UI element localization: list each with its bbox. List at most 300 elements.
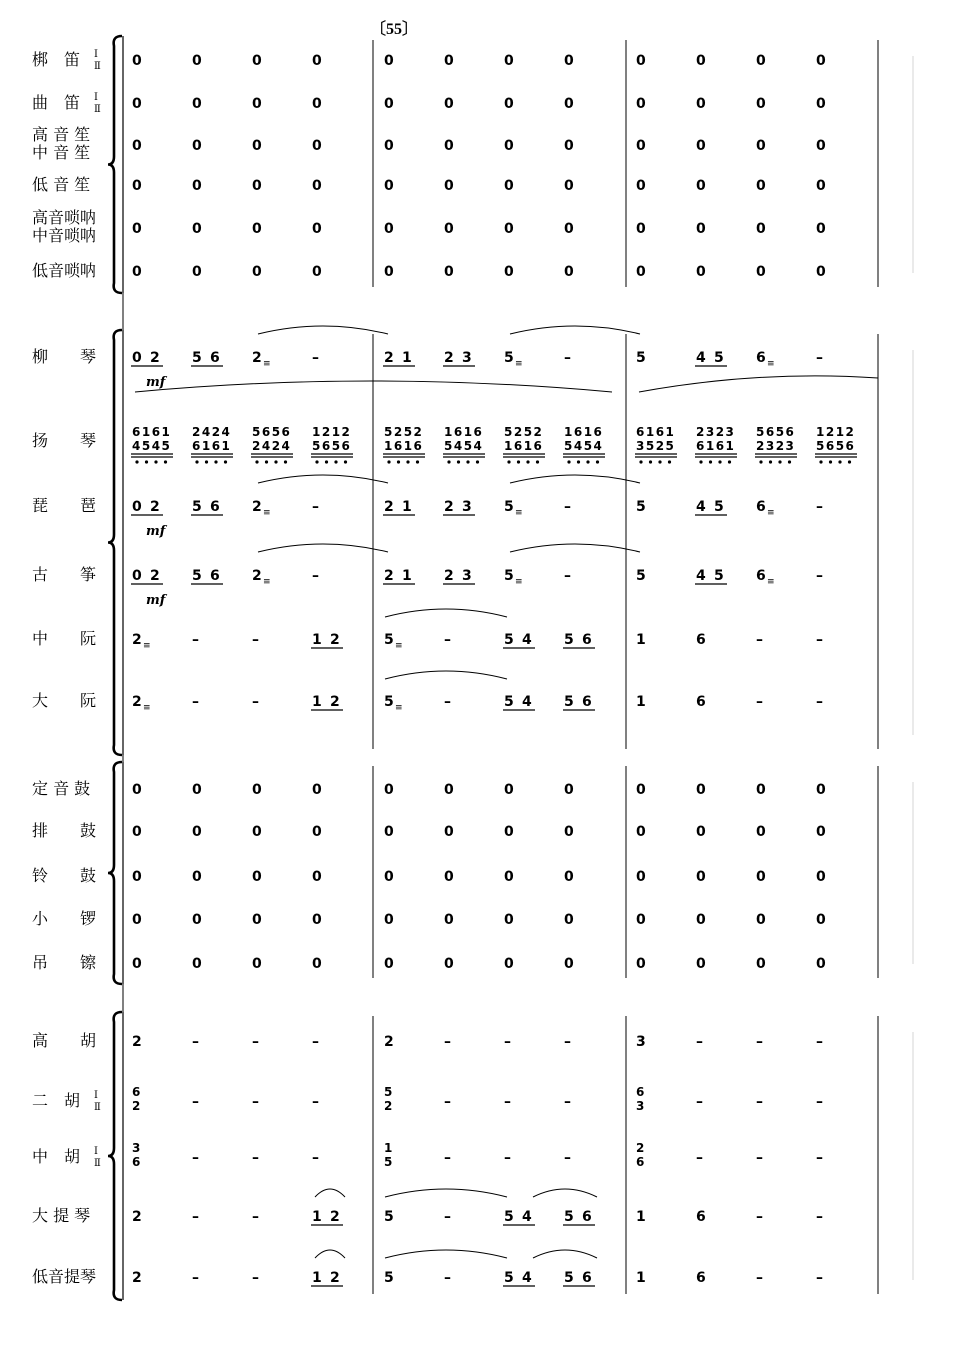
rest: 0 — [312, 221, 322, 237]
rest: 0 — [636, 53, 646, 69]
rest: 0 — [132, 824, 142, 840]
tie-slur — [385, 671, 507, 679]
rest: 0 — [636, 138, 646, 154]
note: 1 — [636, 1270, 646, 1286]
rest: 0 — [504, 824, 514, 840]
rest: 0 — [636, 912, 646, 928]
rest: 0 — [756, 824, 766, 840]
note: 5 — [384, 632, 394, 648]
rest: 0 — [444, 53, 454, 69]
tie-slur — [533, 1250, 597, 1258]
sustain-dash: – — [252, 694, 259, 710]
note-chord-bottom: 6 — [132, 1155, 141, 1169]
note-chord-top: 2323 — [696, 425, 736, 439]
note: 2 — [384, 1034, 394, 1050]
sustain-dash: – — [444, 1034, 451, 1050]
rest: 0 — [384, 178, 394, 194]
rest: 0 — [504, 869, 514, 885]
rest: 0 — [132, 221, 142, 237]
instrument-label: 排 鼓 — [32, 821, 97, 840]
rest: 0 — [444, 264, 454, 280]
rest: 0 — [696, 138, 706, 154]
note: 5 — [636, 350, 646, 366]
octave-dot — [848, 460, 851, 463]
sustain-dash: – — [696, 1150, 703, 1166]
note: 3 — [636, 1034, 646, 1050]
sustain-dash: – — [444, 694, 451, 710]
octave-dot — [536, 460, 539, 463]
octave-dot — [838, 460, 841, 463]
rest: 0 — [696, 53, 706, 69]
sustain-dash: – — [816, 1270, 823, 1286]
note-chord-bottom: 5454 — [564, 439, 604, 453]
note-chord-bottom: 2424 — [252, 439, 292, 453]
rest: 0 — [132, 912, 142, 928]
octave-dot — [769, 460, 772, 463]
rest: 0 — [132, 53, 142, 69]
octave-dot — [406, 460, 409, 463]
rest: 0 — [816, 869, 826, 885]
instrument-label: 定 音 鼓 — [32, 779, 91, 798]
rest: 0 — [504, 53, 514, 69]
note: 5 — [564, 632, 574, 648]
note-chord-bottom: 5454 — [444, 439, 484, 453]
tie-slur — [510, 475, 640, 483]
note: 1 — [402, 499, 412, 515]
note: 0 — [132, 499, 142, 515]
rest: 0 — [384, 264, 394, 280]
part-numeral: Ⅰ — [94, 49, 98, 60]
group-brace — [108, 1012, 122, 1300]
sustain-dash: – — [444, 1209, 451, 1225]
note: 2 — [330, 632, 340, 648]
note: 2 — [444, 350, 454, 366]
octave-dot — [507, 460, 510, 463]
instrument-label-2: 中 音 笙 — [32, 143, 91, 162]
note-chord-top: 6161 — [132, 425, 172, 439]
note-chord-bottom: 2 — [384, 1099, 393, 1113]
sustain-dash: – — [192, 1270, 199, 1286]
rest: 0 — [252, 264, 262, 280]
note-chord-top: 5252 — [384, 425, 424, 439]
note: 6 — [756, 568, 766, 584]
rest: 0 — [636, 869, 646, 885]
sustain-dash: – — [444, 1150, 451, 1166]
instrument-label: 高 音 笙 — [32, 125, 91, 144]
sustain-dash: – — [192, 694, 199, 710]
note: 2 — [384, 568, 394, 584]
instrument-label: 二 胡 — [32, 1091, 81, 1110]
instrument-label: 扬 琴 — [32, 431, 97, 450]
rest: 0 — [444, 138, 454, 154]
note: 2 — [252, 568, 262, 584]
rest: 0 — [252, 956, 262, 972]
rest: 0 — [756, 221, 766, 237]
rest: 0 — [312, 912, 322, 928]
rest: 0 — [816, 96, 826, 112]
note: 2 — [132, 1209, 142, 1225]
note: 4 — [696, 568, 706, 584]
sustain-dash: – — [696, 1094, 703, 1110]
sustain-dash: – — [564, 350, 571, 366]
rest: 0 — [816, 912, 826, 928]
note: 6 — [582, 1270, 592, 1286]
rest: 0 — [384, 138, 394, 154]
tremolo-mark: ≡ — [767, 508, 775, 518]
note-chord-bottom: 3525 — [636, 439, 676, 453]
rest: 0 — [564, 912, 574, 928]
rest: 0 — [636, 178, 646, 194]
rest: 0 — [312, 178, 322, 194]
sustain-dash: – — [816, 499, 823, 515]
tremolo-mark: ≡ — [515, 577, 523, 587]
note: 5 — [504, 1209, 514, 1225]
octave-dot — [699, 460, 702, 463]
note: 2 — [444, 568, 454, 584]
note: 1 — [636, 1209, 646, 1225]
note: 5 — [504, 1270, 514, 1286]
rest: 0 — [444, 96, 454, 112]
rest: 0 — [636, 956, 646, 972]
rest: 0 — [564, 178, 574, 194]
tremolo-mark: ≡ — [143, 703, 151, 713]
rest: 0 — [816, 264, 826, 280]
sustain-dash: – — [444, 1270, 451, 1286]
octave-dot — [334, 460, 337, 463]
rest: 0 — [252, 178, 262, 194]
sustain-dash: – — [192, 1150, 199, 1166]
note: 6 — [582, 694, 592, 710]
part-numeral: Ⅱ — [94, 104, 101, 115]
note: 6 — [582, 632, 592, 648]
note-chord-top: 1212 — [312, 425, 352, 439]
octave-dot — [135, 460, 138, 463]
rest: 0 — [504, 264, 514, 280]
note-chord-bottom: 6161 — [192, 439, 232, 453]
note: 5 — [504, 568, 514, 584]
octave-dot — [145, 460, 148, 463]
group-brace — [108, 36, 122, 293]
rest: 0 — [384, 824, 394, 840]
note: 0 — [132, 350, 142, 366]
rest: 0 — [504, 96, 514, 112]
note: 2 — [132, 632, 142, 648]
instrument-label: 中 胡 — [32, 1147, 81, 1166]
sustain-dash: – — [252, 632, 259, 648]
instrument-label: 曲 笛 — [32, 93, 81, 112]
instrument-label: 铃 鼓 — [32, 866, 97, 885]
note-chord-top: 6161 — [636, 425, 676, 439]
octave-dot — [195, 460, 198, 463]
note-chord-top: 5656 — [756, 425, 796, 439]
octave-dot — [476, 460, 479, 463]
note-chord-bottom: 5656 — [312, 439, 352, 453]
rest: 0 — [384, 221, 394, 237]
sustain-dash: – — [756, 1094, 763, 1110]
note: 2 — [252, 499, 262, 515]
note: 6 — [210, 499, 220, 515]
sustain-dash: – — [816, 1034, 823, 1050]
octave-dot — [387, 460, 390, 463]
part-numeral: Ⅱ — [94, 1158, 101, 1169]
note: 1 — [402, 350, 412, 366]
instrument-label: 吊 镲 — [32, 953, 97, 972]
note: 3 — [462, 350, 472, 366]
note: 2 — [150, 568, 160, 584]
octave-dot — [819, 460, 822, 463]
note: 3 — [462, 499, 472, 515]
sustain-dash: – — [252, 1209, 259, 1225]
note: 5 — [192, 350, 202, 366]
octave-dot — [214, 460, 217, 463]
rest: 0 — [252, 96, 262, 112]
rest: 0 — [564, 869, 574, 885]
part-numeral: Ⅰ — [94, 1146, 98, 1157]
note-chord-top: 5252 — [504, 425, 544, 439]
rest: 0 — [756, 782, 766, 798]
tie-slur — [315, 1250, 345, 1258]
sustain-dash: – — [816, 694, 823, 710]
note: 2 — [150, 350, 160, 366]
octave-dot — [577, 460, 580, 463]
sustain-dash: – — [444, 632, 451, 648]
rest: 0 — [444, 869, 454, 885]
rest: 0 — [312, 96, 322, 112]
sustain-dash: – — [816, 1150, 823, 1166]
rest: 0 — [756, 264, 766, 280]
sustain-dash: – — [504, 1034, 511, 1050]
note-chord-bottom: 3 — [636, 1099, 645, 1113]
tie-slur — [315, 1189, 345, 1197]
rest: 0 — [252, 782, 262, 798]
note: 6 — [582, 1209, 592, 1225]
note: 6 — [210, 568, 220, 584]
sustain-dash: – — [504, 1150, 511, 1166]
rest: 0 — [132, 178, 142, 194]
rest: 0 — [384, 956, 394, 972]
rest: 0 — [192, 824, 202, 840]
part-numeral: Ⅰ — [94, 92, 98, 103]
tremolo-mark: ≡ — [395, 641, 403, 651]
rest: 0 — [444, 221, 454, 237]
note-chord-bottom: 6161 — [696, 439, 736, 453]
note-chord-top: 6 — [636, 1085, 645, 1099]
sustain-dash: – — [312, 1034, 319, 1050]
note: 1 — [312, 1270, 322, 1286]
rehearsal-mark: 〔55〕 — [370, 21, 419, 38]
octave-dot — [416, 460, 419, 463]
sustain-dash: – — [756, 1270, 763, 1286]
octave-dot — [284, 460, 287, 463]
note-chord-top: 6 — [132, 1085, 141, 1099]
note-chord-bottom: 4545 — [132, 439, 172, 453]
sustain-dash: – — [192, 1209, 199, 1225]
rest: 0 — [192, 96, 202, 112]
note-chord-top: 1212 — [816, 425, 856, 439]
note: 2 — [444, 499, 454, 515]
rest: 0 — [696, 912, 706, 928]
sustain-dash: – — [192, 1034, 199, 1050]
octave-dot — [596, 460, 599, 463]
note-chord-top: 1616 — [444, 425, 484, 439]
note-chord-top: 1 — [384, 1141, 393, 1155]
octave-dot — [709, 460, 712, 463]
note: 5 — [504, 632, 514, 648]
sustain-dash: – — [564, 499, 571, 515]
sustain-dash: – — [252, 1270, 259, 1286]
note: 1 — [312, 1209, 322, 1225]
octave-dot — [457, 460, 460, 463]
rest: 0 — [252, 869, 262, 885]
rest: 0 — [816, 53, 826, 69]
note: 5 — [504, 694, 514, 710]
rest: 0 — [192, 782, 202, 798]
sustain-dash: – — [756, 1034, 763, 1050]
rest: 0 — [504, 178, 514, 194]
note-chord-top: 5656 — [252, 425, 292, 439]
note-chord-top: 2 — [636, 1141, 645, 1155]
note-chord-bottom: 1616 — [384, 439, 424, 453]
tremolo-mark: ≡ — [515, 359, 523, 369]
octave-dot — [728, 460, 731, 463]
rest: 0 — [696, 782, 706, 798]
octave-dot — [154, 460, 157, 463]
rest: 0 — [132, 869, 142, 885]
note: 5 — [714, 350, 724, 366]
sustain-dash: – — [756, 632, 763, 648]
note: 5 — [564, 1209, 574, 1225]
octave-dot — [265, 460, 268, 463]
octave-dot — [658, 460, 661, 463]
octave-dot — [526, 460, 529, 463]
rest: 0 — [312, 53, 322, 69]
group-brace — [108, 762, 122, 984]
instrument-label: 低音提琴 — [32, 1267, 97, 1286]
rest: 0 — [192, 221, 202, 237]
rest: 0 — [756, 869, 766, 885]
octave-dot — [759, 460, 762, 463]
instrument-label: 琵 琶 — [32, 496, 97, 515]
note-chord-bottom: 5 — [384, 1155, 393, 1169]
rest: 0 — [312, 138, 322, 154]
note-chord-top: 3 — [132, 1141, 141, 1155]
tremolo-mark: ≡ — [767, 577, 775, 587]
tie-slur — [258, 544, 388, 552]
group-brace — [108, 330, 122, 755]
note: 3 — [462, 568, 472, 584]
rest: 0 — [636, 782, 646, 798]
rest: 0 — [636, 221, 646, 237]
rest: 0 — [444, 824, 454, 840]
sustain-dash: – — [312, 1094, 319, 1110]
rest: 0 — [252, 912, 262, 928]
instrument-label: 柳 琴 — [32, 347, 97, 366]
note: 5 — [504, 350, 514, 366]
rest: 0 — [444, 782, 454, 798]
note: 6 — [756, 350, 766, 366]
note-chord-bottom: 1616 — [504, 439, 544, 453]
rest: 0 — [444, 956, 454, 972]
note: 4 — [522, 1209, 532, 1225]
note-chord-bottom: 5656 — [816, 439, 856, 453]
rest: 0 — [816, 956, 826, 972]
octave-dot — [255, 460, 258, 463]
part-numeral: Ⅱ — [94, 61, 101, 72]
sustain-dash: – — [816, 568, 823, 584]
note-chord-bottom: 6 — [636, 1155, 645, 1169]
rest: 0 — [192, 178, 202, 194]
rest: 0 — [564, 96, 574, 112]
sustain-dash: – — [564, 568, 571, 584]
rest: 0 — [132, 96, 142, 112]
tie-slur — [385, 609, 507, 617]
note: 1 — [312, 694, 322, 710]
tremolo-mark: ≡ — [767, 359, 775, 369]
note: 1 — [636, 632, 646, 648]
sustain-dash: – — [312, 1150, 319, 1166]
note: 6 — [696, 1270, 706, 1286]
instrument-label: 大 提 琴 — [32, 1206, 91, 1225]
rest: 0 — [132, 264, 142, 280]
instrument-label: 中 阮 — [32, 629, 97, 648]
rest: 0 — [312, 782, 322, 798]
note: 1 — [402, 568, 412, 584]
tie-slur — [510, 544, 640, 552]
rest: 0 — [756, 956, 766, 972]
rest: 0 — [564, 221, 574, 237]
note: 2 — [252, 350, 262, 366]
part-numeral: Ⅱ — [94, 1102, 101, 1113]
instrument-label: 高音唢呐 — [32, 208, 97, 227]
phrase-slur — [639, 376, 878, 392]
instrument-label: 大 阮 — [32, 691, 97, 710]
rest: 0 — [504, 912, 514, 928]
tie-slur — [258, 326, 388, 334]
octave-dot — [224, 460, 227, 463]
sustain-dash: – — [816, 1094, 823, 1110]
octave-dot — [274, 460, 277, 463]
note: 0 — [132, 568, 142, 584]
tie-slur — [533, 1189, 597, 1197]
octave-dot — [466, 460, 469, 463]
sustain-dash: – — [756, 694, 763, 710]
note: 2 — [384, 350, 394, 366]
sustain-dash: – — [816, 350, 823, 366]
octave-dot — [668, 460, 671, 463]
rest: 0 — [384, 912, 394, 928]
rest: 0 — [696, 824, 706, 840]
rest: 0 — [312, 264, 322, 280]
tremolo-mark: ≡ — [263, 577, 271, 587]
rest: 0 — [444, 178, 454, 194]
note: 5 — [564, 694, 574, 710]
rest: 0 — [192, 956, 202, 972]
instrument-label: 小 锣 — [32, 909, 97, 928]
instrument-label-2: 中音唢呐 — [32, 226, 97, 245]
rest: 0 — [564, 956, 574, 972]
note: 5 — [192, 499, 202, 515]
tie-slur — [510, 326, 640, 334]
note: 6 — [210, 350, 220, 366]
rest: 0 — [252, 53, 262, 69]
part-numeral: Ⅰ — [94, 1090, 98, 1101]
rest: 0 — [756, 178, 766, 194]
note: 5 — [504, 499, 514, 515]
dynamic-mark: mf — [146, 593, 166, 608]
note: 2 — [330, 694, 340, 710]
rest: 0 — [636, 264, 646, 280]
tremolo-mark: ≡ — [263, 359, 271, 369]
